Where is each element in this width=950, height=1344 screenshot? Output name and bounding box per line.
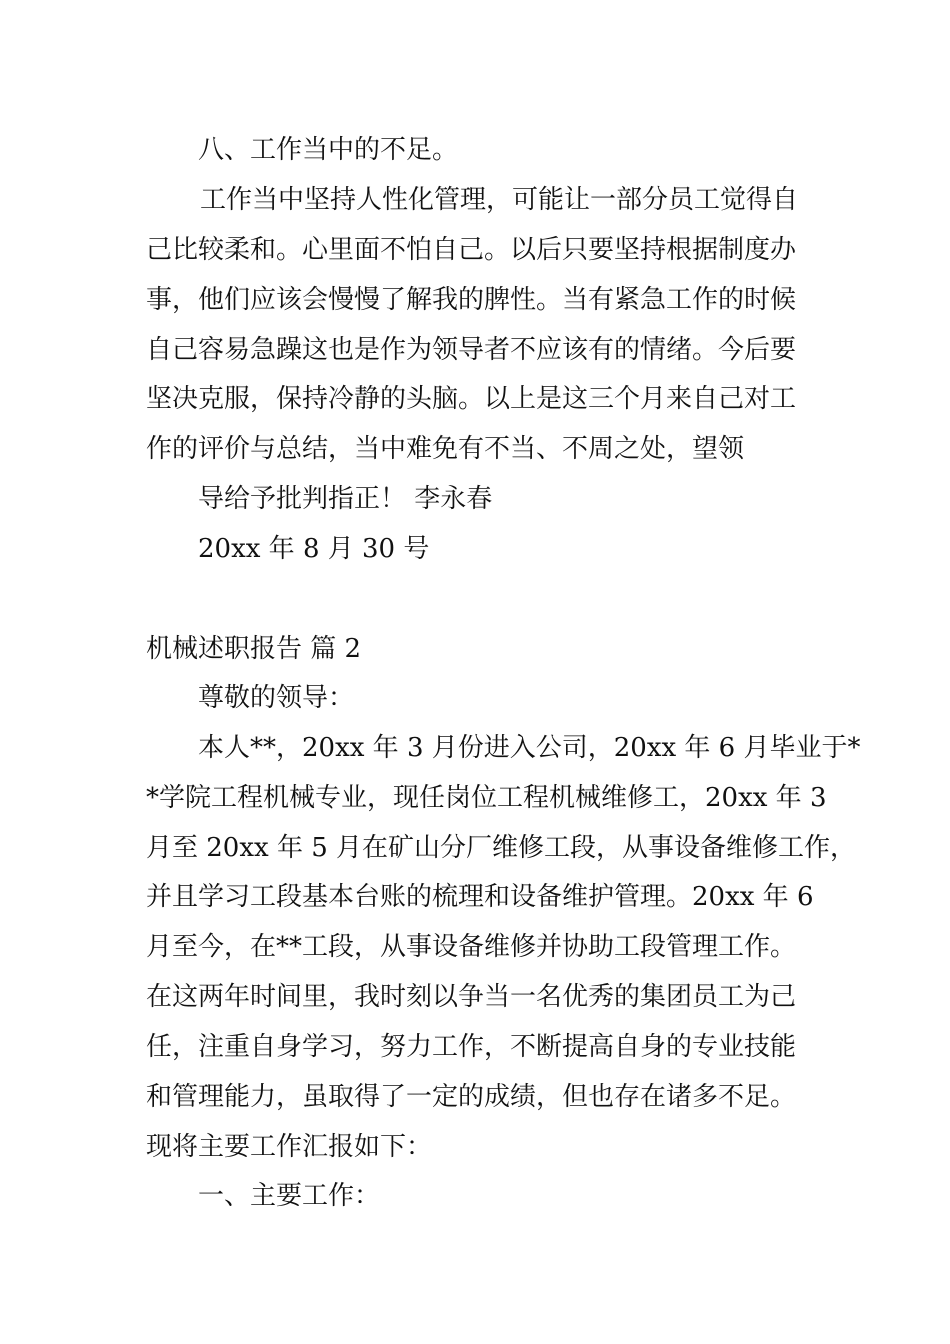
paragraph-line: 作的评价与总结，当中难免有不当、不周之处，望领 xyxy=(146,434,745,464)
paragraph-line: 现将主要工作汇报如下： xyxy=(146,1132,433,1162)
paragraph-line: 坚决克服，保持冷静的头脑。以上是这三个月来自己对工 xyxy=(146,384,797,414)
paragraph-line: 事，他们应该会慢慢了解我的脾性。当有紧急工作的时候 xyxy=(146,285,797,315)
paragraph-line: 在这两年时间里，我时刻以争当一名优秀的集团员工为己 xyxy=(146,982,797,1012)
paragraph-line: *学院工程机械专业，现任岗位工程机械维修工，20xx 年 3 xyxy=(146,783,827,813)
section-heading: 八、工作当中的不足。 xyxy=(198,135,459,165)
paragraph-line: 月至今，在**工段，从事设备维修并协助工段管理工作。 xyxy=(146,932,797,962)
paragraph-line: 月至 20xx 年 5 月在矿山分厂维修工段，从事设备维修工作， xyxy=(146,833,857,863)
paragraph-line: 并且学习工段基本台账的梳理和设备维护管理。20xx 年 6 xyxy=(146,882,814,912)
subheading: 一、主要工作： xyxy=(198,1181,381,1211)
salutation: 尊敬的领导： xyxy=(198,683,355,713)
paragraph-line: 己比较柔和。心里面不怕自己。以后只要坚持根据制度办 xyxy=(146,235,797,265)
paragraph-line: 工作当中坚持人性化管理，可能让一部分员工觉得自 xyxy=(200,185,799,215)
report-title: 机械述职报告 篇 2 xyxy=(146,634,362,664)
paragraph-line: 和管理能力，虽取得了一定的成绩，但也存在诸多不足。 xyxy=(146,1082,797,1112)
date-line: 20xx 年 8 月 30 号 xyxy=(198,534,430,564)
paragraph-line: 自己容易急躁这也是作为领导者不应该有的情绪。今后要 xyxy=(146,335,797,365)
closing-signature: 导给予批判指正！ 李永春 xyxy=(198,484,493,514)
paragraph-line: 本人**，20xx 年 3 月份进入公司，20xx 年 6 月毕业于* xyxy=(198,733,861,763)
paragraph-line: 任，注重自身学习，努力工作，不断提高自身的专业技能 xyxy=(146,1032,797,1062)
